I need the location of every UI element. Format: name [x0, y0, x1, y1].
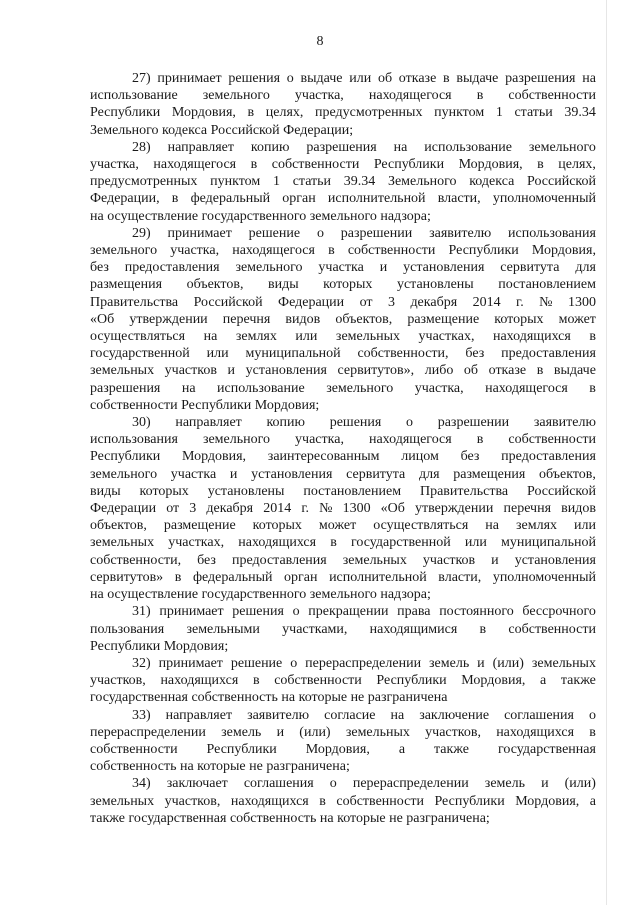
paragraph-line: собственности Республики Мордовия; — [90, 397, 320, 413]
paragraph-line: участков, находящихся в собственности Республики Мордовия, а также — [90, 673, 596, 689]
paragraph-line: государственной или муниципальной собственности, без предоставления — [90, 346, 596, 362]
paragraph — [90, 655, 596, 707]
paragraph-line: собственность на которые не разграничена; — [90, 759, 350, 775]
paragraph-line: «Об утверждении перечня видов объектов, размещение которых может — [90, 311, 596, 327]
paragraph-line: 34) заключает соглашения о перераспределении земель и (или) — [132, 776, 596, 792]
paragraph-line: использования земельного участка, находящегося в собственности — [90, 432, 596, 448]
page-number: 8 — [316, 34, 324, 49]
paragraph-line: 29) принимает решение о разрешении заявителю использования — [132, 225, 596, 241]
paragraph-line: 31) принимает решения о прекращении права постоянного бессрочного — [132, 604, 596, 620]
document-body — [90, 70, 596, 827]
paragraph — [90, 603, 596, 655]
paragraph-line: Земельного кодекса Российской Федерации; — [90, 122, 354, 138]
paragraph — [90, 70, 596, 139]
paragraph-line: предусмотренных пунктом 1 статьи 39.34 Земельного кодекса Российской — [90, 174, 596, 190]
paragraph-line: 27) принимает решения о выдаче или об отказе в выдаче разрешения на — [132, 71, 596, 86]
paragraph — [90, 414, 596, 603]
paragraph-line: участка, находящегося в собственности Республики Мордовия, в целях, — [90, 157, 596, 173]
paragraph-line: разрешения на использование земельного участка, находящегося в — [90, 380, 596, 396]
paragraph-line: Правительства Российской Федерации от 3 декабря 2014 г. № 1300 — [90, 294, 596, 310]
paragraph — [90, 139, 596, 225]
paragraph-line: 32) принимает решение о перераспределении земель и (или) земельных — [132, 655, 596, 671]
paragraph-line: пользования земельными участками, находящимися в собственности — [90, 621, 596, 637]
paragraph-line: осуществляться на землях или земельных участках, находящихся в — [90, 329, 596, 345]
paragraph-line: использование земельного участка, находящегося в собственности — [90, 88, 596, 104]
paragraph-line: без предоставления земельного участка и установления сервитута для — [90, 260, 596, 276]
paragraph-line: 30) направляет копию решения о разрешении заявителю — [132, 415, 596, 431]
paragraph-line: также государственная собственность на которые не разграничена; — [90, 810, 490, 826]
scan-edge-line — [606, 0, 607, 905]
paragraph-line: Федерации, в федеральный орган исполнительной власти, уполномоченный — [90, 191, 596, 207]
paragraph-line: размещения объектов, виды которых установлены постановлением — [90, 277, 596, 293]
paragraph — [90, 775, 596, 827]
paragraph-line: на осуществление государственного земельного надзора; — [90, 587, 431, 603]
paragraph-line: собственности, без предоставления земельных участков и установления — [90, 552, 596, 568]
paragraph-line: Республики Мордовия, заинтересованным лицом без предоставления — [90, 449, 596, 465]
paragraph-line: земельных участков, находящихся в собственности Республики Мордовия, а — [90, 793, 596, 809]
paragraph — [90, 707, 596, 776]
paragraph-line: Республики Мордовия; — [90, 638, 229, 654]
paragraph-line: 33) направляет заявителю согласие на заключение соглашения о — [132, 707, 596, 723]
paragraph-line: Республики Мордовия, в целях, предусмотренных пунктом 1 статьи 39.34 — [90, 105, 596, 121]
paragraph-line: земельного участка, находящегося в собственности Республики Мордовия, — [90, 243, 596, 259]
paragraph-line: земельного участка и установления сервитута для размещения объектов, — [90, 466, 596, 482]
paragraph-line: перераспределении земель и (или) земельных участков, находящихся в — [90, 724, 596, 740]
paragraph-line: земельных участков и установления сервитутов», либо об отказе в выдаче — [90, 363, 596, 379]
paragraph-line: 28) направляет копию разрешения на использование земельного — [132, 139, 596, 155]
paragraph-line: собственности Республики Мордовия, а также государственная — [90, 741, 596, 757]
paragraph — [90, 225, 596, 414]
paragraph-line: Федерации от 3 декабря 2014 г. № 1300 «Об утверждении перечня видов — [90, 501, 596, 517]
paragraph-line: государственная собственность на которые не разграничена — [90, 690, 448, 706]
paragraph-line: сервитутов» в федеральный орган исполнительной власти, уполномоченный — [90, 569, 596, 585]
paragraph-line: виды которых установлены постановлением Правительства Российской — [90, 483, 596, 499]
paragraph-line: земельных участках, находящихся в государственной или муниципальной — [90, 535, 596, 551]
paragraph-line: объектов, размещение которых может осуществляться на землях или — [90, 518, 596, 534]
paragraph-line: на осуществление государственного земельного надзора; — [90, 208, 431, 224]
